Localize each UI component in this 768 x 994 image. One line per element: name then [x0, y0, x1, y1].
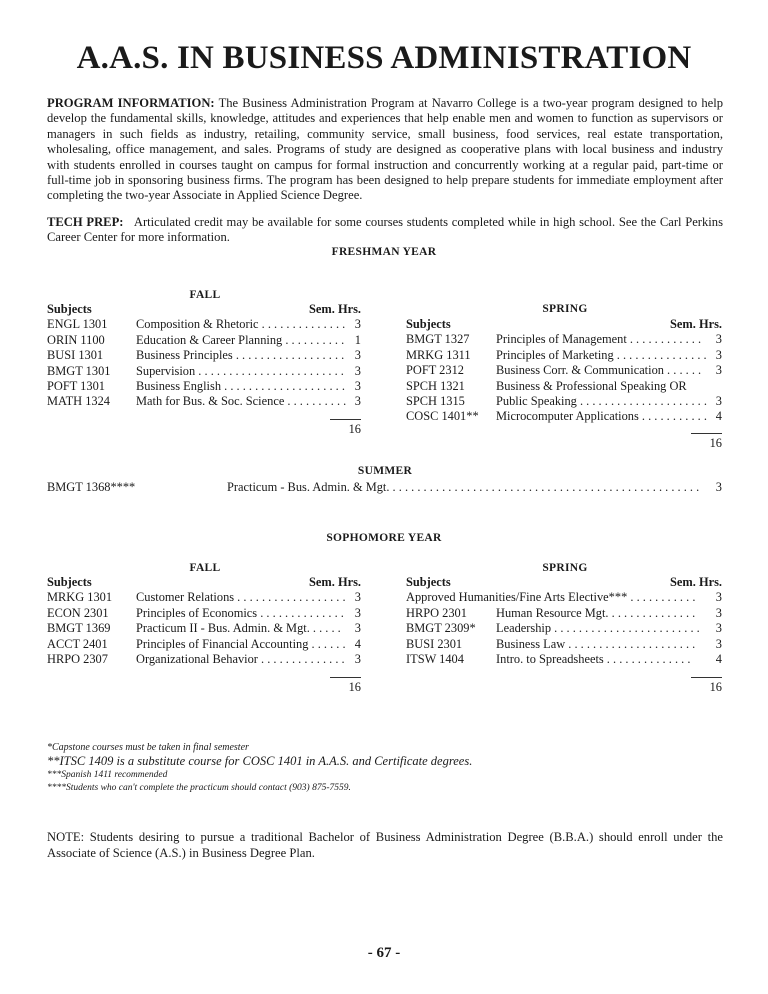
course-name: Business English . . . . . . . . . . . . . . . . . . . .	[136, 379, 345, 394]
sophomore-fall-term: FALL	[189, 562, 221, 574]
course-name: Organizational Behavior . . . . . . . . . . . . . .	[136, 652, 345, 667]
sophomore-fall-table	[47, 575, 361, 667]
tech-prep-text: Articulated credit may be available for some courses students completed while in high school. See the Carl Perkins Career Center for more information.	[47, 215, 723, 245]
course-code: BMGT 1301	[47, 363, 111, 378]
table-row	[47, 364, 361, 379]
table-row	[47, 606, 361, 621]
course-code: ECON 2301	[47, 605, 109, 620]
table-row	[406, 379, 722, 394]
course-code: BUSI 1301	[47, 348, 104, 363]
course-name: Principles of Financial Accounting . . . . . .	[136, 636, 346, 651]
tech-prep	[47, 215, 723, 246]
subjects-label: Subjects	[47, 575, 92, 589]
course-hours: 4	[354, 636, 361, 651]
course-code: POFT 2312	[406, 363, 464, 378]
table-row	[406, 409, 722, 424]
course-hours: 3	[715, 347, 722, 362]
course-name: Public Speaking . . . . . . . . . . . . . . . . . . . . .	[496, 394, 707, 409]
page-title: A.A.S. IN BUSINESS ADMINISTRATION	[76, 40, 692, 76]
sophomore-spring-table	[406, 575, 722, 667]
course-hours: 3	[354, 379, 361, 394]
course-name: Principles of Economics . . . . . . . . . . . . . .	[136, 605, 344, 620]
table-row	[406, 348, 722, 363]
course-code: ENGL 1301	[47, 317, 108, 332]
course-code: BMGT 1327	[406, 332, 470, 347]
table-row	[47, 590, 361, 605]
course-hours: 3	[715, 480, 722, 494]
freshman-spring-table	[406, 317, 722, 425]
course-code: BMGT 1369	[47, 621, 111, 636]
footnote-capstone: *Capstone courses must be taken in final semester	[47, 742, 249, 753]
course-hours: 3	[715, 621, 722, 636]
course-name: Practicum II - Bus. Admin. & Mgt. . . . . .	[136, 621, 341, 636]
subjects-label: Subjects	[406, 575, 451, 589]
course-code: SPCH 1315	[406, 394, 465, 409]
summer-term: SUMMER	[357, 465, 413, 477]
hours-label: Sem. Hrs.	[309, 302, 361, 316]
program-information	[47, 96, 723, 204]
footnote-practicum: ****Students who can't complete the practicum should contact (903) 875-7559.	[47, 783, 351, 793]
course-hours: 3	[354, 317, 361, 332]
program-information-label: PROGRAM INFORMATION:	[47, 96, 215, 110]
course-code: BUSI 2301	[406, 636, 463, 651]
course-code: ITSW 1404	[406, 652, 464, 667]
course-hours: 3	[715, 363, 722, 378]
course-code: ACCT 2401	[47, 636, 108, 651]
table-row	[47, 480, 722, 495]
course-name: Principles of Management . . . . . . . . . . . .	[496, 332, 702, 347]
course-code: HRPO 2301	[406, 605, 467, 620]
table-row	[47, 621, 361, 636]
course-name: Principles of Marketing . . . . . . . . . . . . . . .	[496, 347, 707, 362]
course-code: POFT 1301	[47, 379, 105, 394]
summer-row	[47, 480, 722, 495]
course-name: Business Law . . . . . . . . . . . . . . . . . . . . .	[496, 636, 696, 651]
elective-line: Approved Humanities/Fine Arts Elective*** . . . . . . . . . . .	[406, 590, 696, 605]
sophomore-fall-total: 16	[330, 677, 361, 695]
course-code: BMGT 2309*	[406, 621, 476, 636]
table-row	[406, 363, 722, 378]
table-row	[406, 652, 722, 667]
course-code: ORIN 1100	[47, 332, 105, 347]
degree-note: NOTE: Students desiring to pursue a traditional Bachelor of Business Administration Degree (B.B.A.) should enroll under the Associate of Science (A.S.) in Business Degree Plan.	[47, 830, 723, 860]
course-hours: 3	[715, 636, 722, 651]
table-row	[47, 348, 361, 363]
course-hours: 4	[715, 652, 722, 667]
course-hours: 3	[354, 590, 361, 605]
freshman-fall-total: 16	[330, 419, 361, 437]
subjects-label: Subjects	[406, 317, 451, 331]
table-row	[47, 637, 361, 652]
freshman-year-heading: FRESHMAN YEAR	[331, 246, 437, 258]
course-code: COSC 1401**	[406, 409, 479, 424]
course-code: MATH 1324	[47, 394, 110, 409]
table-row	[47, 379, 361, 394]
table-header	[406, 575, 722, 590]
course-hours: 3	[354, 621, 361, 636]
course-name: Intro. to Spreadsheets . . . . . . . . . . . . . .	[496, 652, 691, 667]
course-name: Composition & Rhetoric . . . . . . . . . . . . . .	[136, 317, 346, 332]
table-row	[406, 332, 722, 347]
table-row	[406, 621, 722, 636]
course-name: Math for Bus. & Soc. Science . . . . . . . . . .	[136, 394, 347, 409]
footnote-itsc: **ITSC 1409 is a substitute course for COSC 1401 in A.A.S. and Certificate degrees.	[47, 754, 473, 768]
course-hours: 3	[354, 652, 361, 667]
course-hours: 3	[715, 605, 722, 620]
hours-label: Sem. Hrs.	[670, 575, 722, 589]
hours-label: Sem. Hrs.	[670, 317, 722, 331]
tech-prep-label: TECH PREP:	[47, 215, 124, 229]
page-number: - 67 -	[367, 945, 401, 961]
course-name: Human Resource Mgt. . . . . . . . . . . . . . .	[496, 605, 696, 620]
course-code: MRKG 1311	[406, 347, 471, 362]
subjects-label: Subjects	[47, 302, 92, 316]
program-information-text: The Business Administration Program at Navarro College is a two-year program designed to help develop the fundamental skills, knowledge, attitudes and experiences that help enable men and women to function as supervisors or managers in such fields as industry, retailing, community service, small business, food services, real estate transportation, wholesaling, office management, and sales. Programs of study are designed as cooperative plans with local business and industry with students enrolled in courses taught on campus for formal instruction and concurrently working at a regular paid, part-time or full-time job in sponsoring business firms. The program has been designed to help prepare students for immediate employment after completing the two-year Associate in Applied Science Degree.	[47, 96, 723, 203]
course-hours: 1	[354, 332, 361, 347]
course-code: SPCH 1321	[406, 378, 465, 393]
course-name: Supervision . . . . . . . . . . . . . . . . . . . . . . . .	[136, 363, 344, 378]
course-hours: 4	[715, 409, 722, 424]
course-name: Business Principles . . . . . . . . . . . . . . . . . .	[136, 348, 345, 363]
course-name: Leadership . . . . . . . . . . . . . . . . . . . . . . . .	[496, 621, 700, 636]
course-name: Customer Relations . . . . . . . . . . . . . . . . . .	[136, 590, 346, 605]
table-row	[406, 606, 722, 621]
table-row	[406, 394, 722, 409]
table-row	[47, 652, 361, 667]
course-code: BMGT 1368****	[47, 480, 136, 494]
table-row	[47, 394, 361, 409]
table-header	[406, 317, 722, 332]
course-name: Microcomputer Applications . . . . . . . . . . .	[496, 409, 707, 424]
course-name: Education & Career Planning . . . . . . . . . .	[136, 332, 345, 347]
course-hours: 3	[715, 590, 722, 605]
table-row	[406, 590, 722, 605]
sophomore-year-heading: SOPHOMORE YEAR	[326, 532, 442, 544]
course-hours: 3	[354, 394, 361, 409]
course-name: Business & Professional Speaking OR	[496, 378, 687, 393]
sophomore-spring-total: 16	[691, 677, 722, 695]
course-hours: 3	[354, 363, 361, 378]
table-header	[47, 302, 361, 317]
course-hours: 3	[715, 332, 722, 347]
course-name: Business Corr. & Communication . . . . . .	[496, 363, 702, 378]
course-hours: 3	[354, 605, 361, 620]
sophomore-spring-term: SPRING	[542, 562, 588, 574]
footnote-spanish: ***Spanish 1411 recommended	[47, 770, 168, 780]
freshman-fall-term: FALL	[189, 289, 221, 301]
table-row	[47, 317, 361, 332]
table-row	[47, 333, 361, 348]
freshman-fall-table	[47, 302, 361, 410]
course-code: HRPO 2307	[47, 652, 108, 667]
freshman-spring-term: SPRING	[542, 303, 588, 315]
course-hours: 3	[354, 348, 361, 363]
hours-label: Sem. Hrs.	[309, 575, 361, 589]
course-hours: 3	[715, 394, 722, 409]
table-header	[47, 575, 361, 590]
freshman-spring-total: 16	[691, 433, 722, 451]
course-name: Practicum - Bus. Admin. & Mgt. . . . . . . . . . . . . . . . . . . . . . . . . . . . . . . . . . . . . . . . . . . . . . . . . . .	[227, 480, 700, 494]
course-code: MRKG 1301	[47, 590, 113, 605]
table-row	[406, 637, 722, 652]
